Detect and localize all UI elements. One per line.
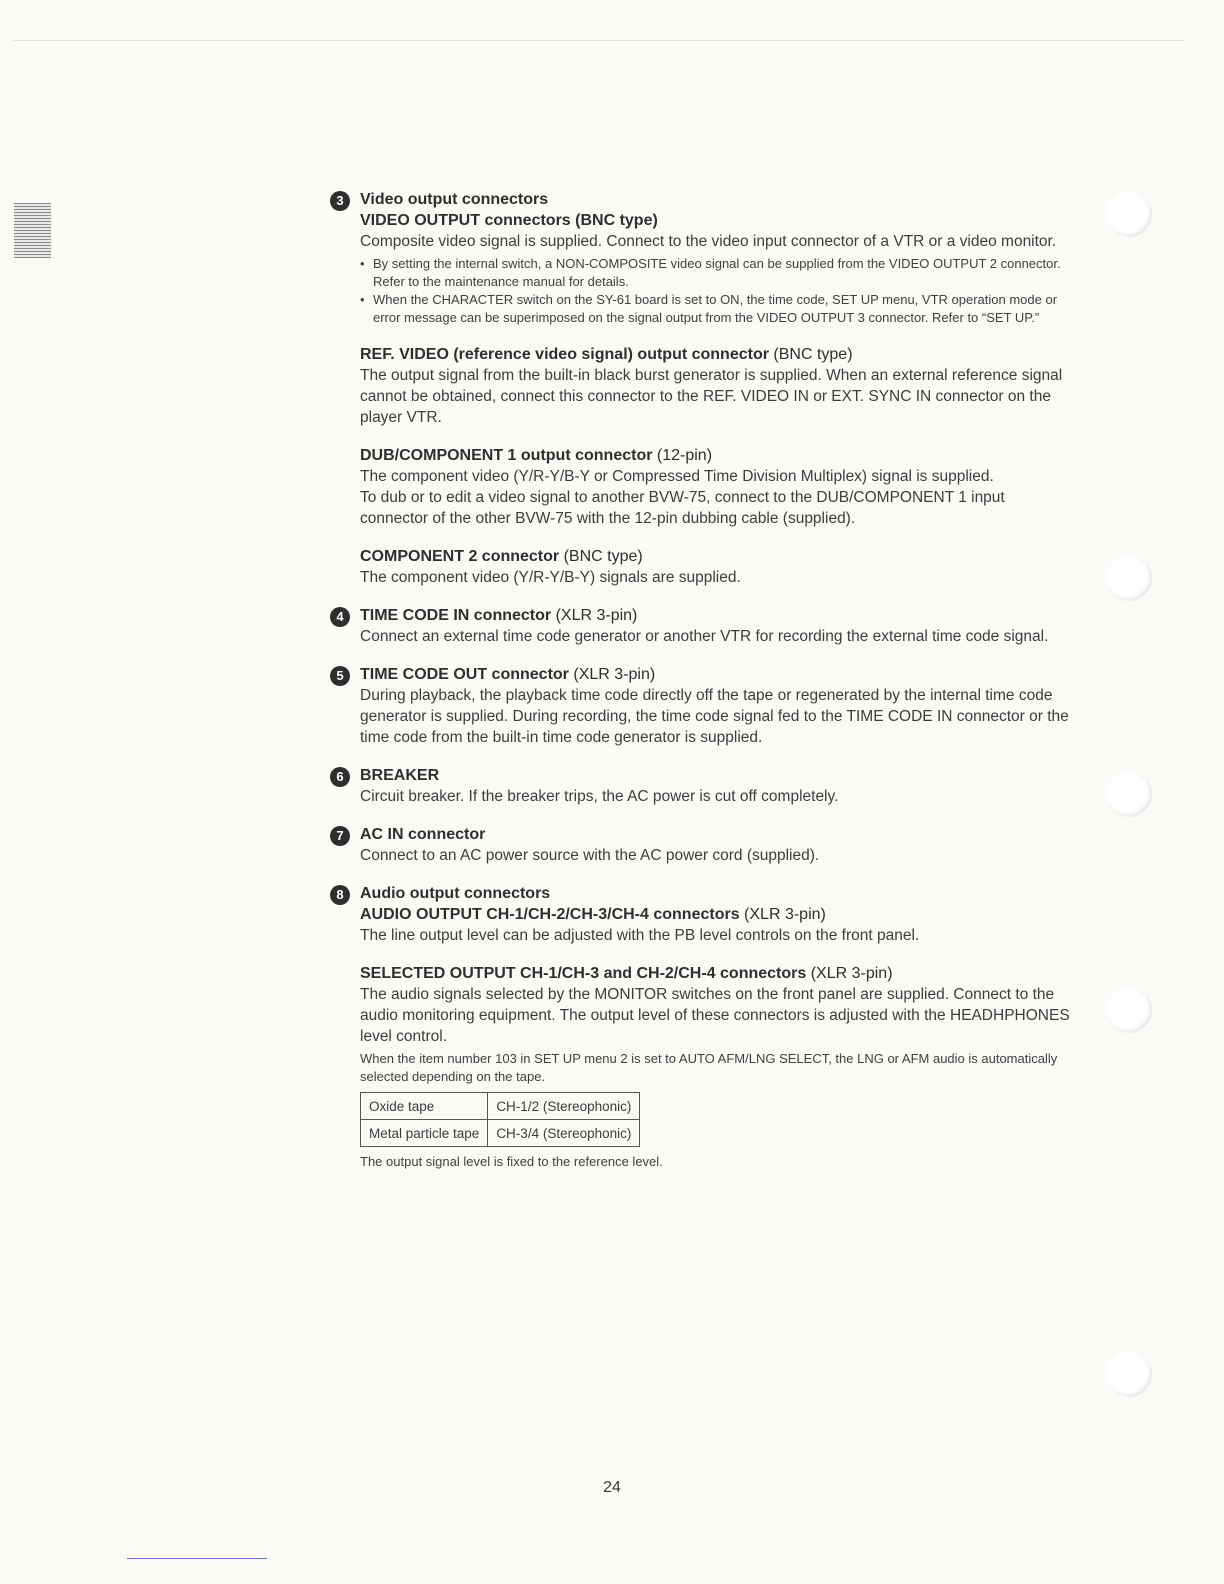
- heading-text: COMPONENT 2 connector: [360, 548, 560, 565]
- heading-text: DUB/COMPONENT 1 output connector: [360, 447, 653, 464]
- table-cell: Oxide tape: [361, 1093, 488, 1120]
- paragraph: The line output level can be adjusted with the PB level controls on the front panel.: [360, 927, 920, 944]
- binder-hole-5: [1106, 1351, 1152, 1397]
- bullet-item: • By setting the internal switch, a NON-COMPOSITE video signal can be supplied from the VIDEO OUTPUT 2 connector. Refer to the maintenance manual for details.: [360, 255, 1070, 291]
- paragraph: The component video (Y/R-Y/B-Y) signals are supplied.: [360, 569, 741, 586]
- footnote-text: The output signal level is fixed to the reference level.: [360, 1154, 663, 1169]
- dub-component-block: [360, 445, 1070, 529]
- section-heading: Video output connectors: [360, 191, 549, 208]
- selected-output-block: [360, 963, 1070, 1171]
- table-cell: Metal particle tape: [361, 1120, 488, 1147]
- heading-paren: (XLR 3-pin): [744, 906, 826, 923]
- heading-paren: (XLR 3-pin): [555, 607, 638, 624]
- paragraph: Circuit breaker. If the breaker trips, the AC power is cut off completely.: [360, 788, 839, 805]
- table-cell: CH-1/2 (Stereophonic): [488, 1093, 640, 1120]
- item-number-badge: 5: [330, 666, 350, 686]
- item-number-badge: 4: [330, 607, 350, 627]
- paragraph: The output signal from the built-in black burst generator is supplied. When an external reference signal cannot be obtained, connect this connector to the REF. VIDEO IN or EXT. SYNC IN connector on the player VTR.: [360, 367, 1063, 426]
- section-heading: Audio output connectors: [360, 885, 551, 902]
- section-time-code-in: [330, 605, 1070, 647]
- section-breaker: [330, 765, 1070, 807]
- page-number: 24: [603, 1479, 621, 1496]
- page-content: [330, 189, 1070, 1188]
- heading-paren: (BNC type): [773, 346, 853, 363]
- table-row: [361, 1093, 640, 1120]
- note-text: When the item number 103 in SET UP menu 2 is set to AUTO AFM/LNG SELECT, the LNG or AFM audio is automatically selected depending on the tape.: [360, 1051, 1058, 1084]
- binder-hole-3: [1106, 771, 1152, 817]
- paragraph: During playback, the playback time code directly off the tape or regenerated by the internal time code generator is supplied. During recording, the time code signal fed to the TIME CODE IN connector or the time code from the built-in time code generator is supplied.: [360, 687, 1069, 746]
- subsection-heading: [360, 445, 1070, 466]
- heading-paren: (XLR 3-pin): [810, 965, 893, 982]
- paragraph: To dub or to edit a video signal to another BVW-75, connect to the DUB/COMPONENT 1 input connector of the other BVW-75 with the 12-pin dubbing cable (supplied).: [360, 489, 1005, 527]
- bullet-item: • When the CHARACTER switch on the SY-61 board is set to ON, the time code, SET UP menu, VTR operation mode or error message can be superimposed on the signal output from the VIDEO OUTPUT 3 connector. Refer to “SET UP.”: [360, 291, 1070, 327]
- section-heading: [360, 664, 1070, 685]
- heading-text: TIME CODE IN connector: [360, 607, 552, 624]
- paragraph: The audio signals selected by the MONITOR switches on the front panel are supplied. Connect to the audio monitoring equipment. The output level of these connectors is adjusted with the HEADHPHONES level control.: [360, 986, 1070, 1045]
- tape-channel-table: [360, 1092, 640, 1147]
- table-cell: CH-3/4 (Stereophonic): [488, 1120, 640, 1147]
- heading-text: AUDIO OUTPUT CH-1/CH-2/CH-3/CH-4 connectors: [360, 906, 740, 923]
- item-number-badge: 8: [330, 885, 350, 905]
- item-number-badge: 7: [330, 826, 350, 846]
- subsection-heading: [360, 344, 1070, 365]
- subsection-heading: [360, 963, 1070, 984]
- heading-paren: (BNC type): [563, 548, 643, 565]
- component-2-block: [360, 546, 1070, 588]
- section-index-tab: [14, 203, 51, 258]
- section-ac-in: [330, 824, 1070, 866]
- footer-link-underline: [127, 1558, 267, 1559]
- item-number-badge: 3: [330, 191, 350, 211]
- paragraph: The component video (Y/R-Y/B-Y or Compressed Time Division Multiplex) signal is supplied.: [360, 468, 994, 485]
- heading-text: TIME CODE OUT connector: [360, 666, 569, 683]
- item-number-badge: 6: [330, 767, 350, 787]
- page-top-rule: [12, 40, 1184, 41]
- table-row: [361, 1120, 640, 1147]
- paragraph: Connect an external time code generator or another VTR for recording the external time code signal.: [360, 628, 1049, 645]
- subsection-heading: [360, 904, 1070, 925]
- binder-hole-1: [1106, 191, 1152, 237]
- heading-paren: (XLR 3-pin): [573, 666, 656, 683]
- section-video-output: [330, 189, 1070, 588]
- heading-paren: (12-pin): [656, 447, 713, 464]
- section-heading: [360, 605, 1070, 626]
- ref-video-block: [360, 344, 1070, 428]
- section-audio-output: [330, 883, 1070, 1171]
- paragraph: Composite video signal is supplied. Connect to the video input connector of a VTR or a video monitor.: [360, 233, 1057, 250]
- bullet-list: [360, 255, 1070, 327]
- section-time-code-out: [330, 664, 1070, 748]
- section-heading: BREAKER: [360, 767, 440, 784]
- paragraph: Connect to an AC power source with the AC power cord (supplied).: [360, 847, 820, 864]
- heading-text: SELECTED OUTPUT CH-1/CH-3 and CH-2/CH-4 connectors: [360, 965, 807, 982]
- heading-text: REF. VIDEO (reference video signal) output connector: [360, 346, 769, 363]
- binder-hole-2: [1106, 555, 1152, 601]
- subsection-heading: VIDEO OUTPUT connectors (BNC type): [360, 212, 658, 229]
- subsection-heading: [360, 546, 1070, 567]
- binder-hole-4: [1106, 987, 1152, 1033]
- section-heading: AC IN connector: [360, 826, 486, 843]
